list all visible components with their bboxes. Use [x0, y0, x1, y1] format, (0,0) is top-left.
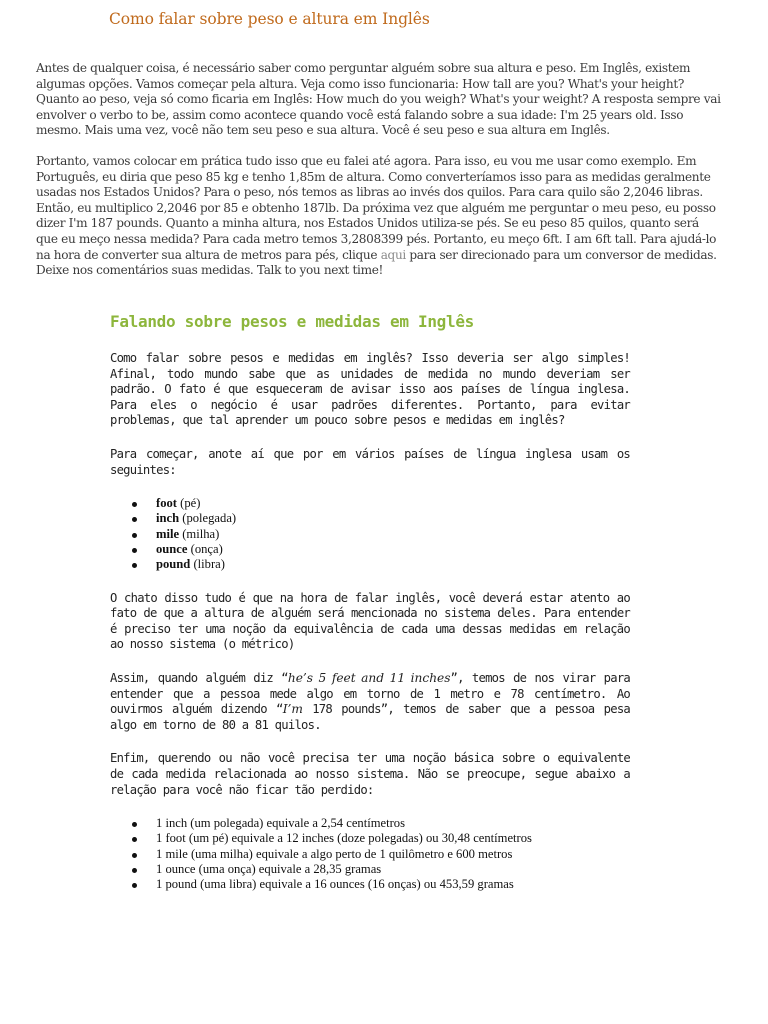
list-item: 1 foot (um pé) equivale a 12 inches (doze polegadas) ou 30,48 centímetros [110, 831, 630, 846]
list-item: 1 ounce (uma onça) equivale a 28,35 gramas [110, 862, 630, 877]
section2-title: Falando sobre pesos e medidas em Inglês [110, 312, 474, 331]
paragraph4-middle: ”, temos de nos virar para entender que a pessoa mede algo em torno de 1 metro e 78 centímetro. Ao ouvirmos alguém dizendo “ [110, 671, 630, 717]
list-item [110, 542, 630, 557]
paragraph2-text-after-link: para ser direcionado para um conversor de medidas. Deixe nos comentários suas medidas. Talk to you next time! [36, 247, 717, 278]
section-height-weight [36, 10, 722, 279]
units-list [110, 496, 630, 572]
unit-translation: (libra) [190, 557, 225, 572]
paragraph4-start: Assim, quando alguém diz “ [110, 671, 288, 686]
equivalences-list [110, 816, 630, 892]
list-item: 1 mile (uma milha) equivale a algo perto de 1 quilômetro e 600 metros [110, 847, 630, 862]
section2-paragraph-2: Para começar, anote aí que por em vários países de língua inglesa usam os seguintes: [110, 446, 630, 477]
section-weights-measures [110, 312, 630, 893]
unit-translation: (milha) [179, 526, 220, 541]
section2-paragraph-1: Como falar sobre pesos e medidas em inglês? Isso deveria ser algo simples! Afinal, todo mundo sabe que as unidades de medida no mundo deveriam ser padrão. O fato é que esqueceram de avisar isso aos países de língua inglesa. Para eles o negócio é usar padrões diferentes. Portanto, para evitar problemas, que tal aprender um pouco sobre pesos e medidas em inglês? [110, 351, 630, 428]
unit-term: foot [156, 496, 177, 511]
unit-translation: (pé) [176, 496, 201, 511]
unit-term: inch [156, 511, 180, 526]
list-item [110, 557, 630, 572]
unit-term: pound [156, 557, 191, 572]
section1-paragraph-2 [36, 154, 722, 279]
paragraph4-quote-weight: I’m [282, 702, 303, 717]
section2-paragraph-4 [110, 671, 630, 733]
section1-title: Como falar sobre peso e altura em Inglês [109, 10, 430, 28]
paragraph4-end: 178 pounds”, temos de saber que a pessoa pesa algo em torno de 80 a 81 quilos. [110, 702, 631, 732]
section2-paragraph-3: O chato disso tudo é que na hora de falar inglês, você deverá estar atento ao fato de que a altura de alguém será mencionada no sistema deles. Para entender é preciso ter uma noção da equivalência de cada uma dessas medidas em relação ao nosso sistema (o métrico) [110, 590, 630, 652]
unit-term: ounce [156, 542, 188, 557]
paragraph2-text-before-link: Portanto, vamos colocar em prática tudo isso que eu falei até agora. Para isso, eu vou me usar como exemplo. Em Português, eu diria que peso 85 kg e tenho 1,85m de altura. Como converteríamos isso para as medidas geralmente usadas nos Estados Unidos? Para o peso, nós temos as libras ao invés dos quilos. Para cara quilo são 2,2046 libras. Então, eu multiplico 2,2046 por 85 e obtenho 187lb. Da próxima vez que alguém me perguntar o meu peso, eu posso dizer I'm 187 pounds. Quanto a minha altura, nos Estados Unidos utiliza-se pés. Se eu peso 85 quilos, quanto será que eu meço nessa medida? Para cada metro temos 3,2808399 pés. Portanto, eu meço 6ft. I am 6ft tall. Para ajudá-lo na hora de converter sua altura de metros para pés, clique [36, 153, 717, 262]
list-item: 1 inch (um polegada) equivale a 2,54 centímetros [110, 816, 630, 831]
converter-link[interactable]: aqui [380, 247, 406, 262]
unit-translation: (polegada) [179, 511, 237, 526]
list-item [110, 496, 630, 511]
paragraph4-quote-height: he’s 5 feet and 11 inches [287, 671, 451, 686]
unit-translation: (onça) [187, 542, 223, 557]
section2-paragraph-5: Enfim, querendo ou não você precisa ter uma noção básica sobre o equivalente de cada medida relacionada ao nosso sistema. Não se preocupe, segue abaixo a relação para você não ficar tão perdido: [110, 751, 630, 797]
list-item [110, 527, 630, 542]
list-item [110, 511, 630, 526]
unit-term: mile [156, 526, 180, 541]
section1-paragraph-1: Antes de qualquer coisa, é necessário saber como perguntar alguém sobre sua altura e peso. Em Inglês, existem algumas opções. Vamos começar pela altura. Veja como isso funcionaria: How tall are you? What's your height? Quanto ao peso, veja só como ficaria em Inglês: How much do you weigh? What's your weight? A resposta sempre vai envolver o verbo to be, assim como acontece quando você está falando sobre a sua idade: I'm 25 years old. Isso mesmo. Mais uma vez, você não tem seu peso e sua altura. Você é seu peso e sua altura em Inglês. [36, 61, 721, 138]
list-item: 1 pound (uma libra) equivale a 16 ounces (16 onças) ou 453,59 gramas [110, 877, 630, 892]
